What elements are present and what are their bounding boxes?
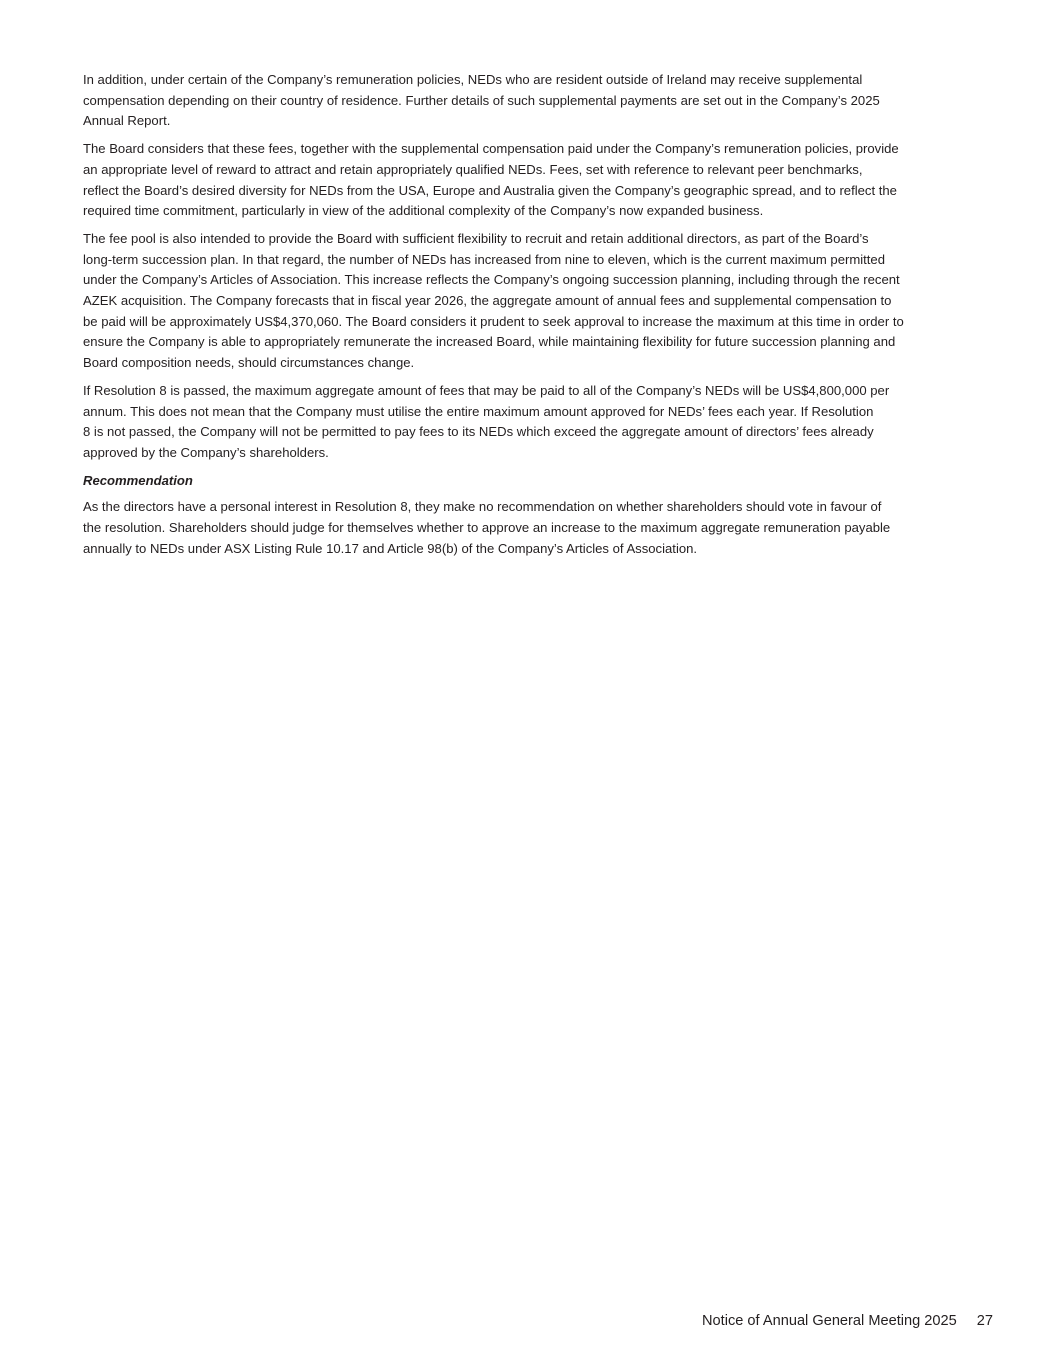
recommendation-heading: Recommendation <box>83 472 193 488</box>
recommendation-text: As the directors have a personal interest in Resolution 8, they make no recommendation on whether shareholders should vote in favour of the resolution. Shareholders should judge for themselves whether to approve an increase to the maximum aggregate remuneration payable annually to NEDs under ASX Listing Rule 10.17 and Article 98(b) of the Company’s Articles of Association. <box>83 499 891 556</box>
document-body <box>83 70 933 566</box>
page-footer <box>702 1311 993 1331</box>
paragraph-supplemental-compensation: In addition, under certain of the Company’s remuneration policies, NEDs who are resident outside of Ireland may receive supplemental compensation depending on their country of residence. Further details of such supplemental payments are set out in the Company’s 2025 Annual Report. <box>83 72 880 129</box>
page-number: 27 <box>976 1313 993 1329</box>
footer-title: Notice of Annual General Meeting 2025 <box>702 1313 957 1329</box>
paragraph-board-considers-fees: The Board considers that these fees, together with the supplemental compensation paid under the Company’s remuneration policies, provide an appropriate level of reward to attract and retain appropriately qualified NEDs. Fees, set with reference to relevant peer benchmarks, reflect the Board’s desired diversity for NEDs from the USA, Europe and Australia given the Company’s geographic spread, and to reflect the required time commitment, particularly in view of the additional complexity of the Company’s now expanded business. <box>83 141 899 219</box>
paragraph-resolution-8-outcome: If Resolution 8 is passed, the maximum aggregate amount of fees that may be paid to all of the Company’s NEDs will be US$4,800,000 per annum. This does not mean that the Company must utilise the entire maximum amount approved for NEDs’ fees each year. If Resolution 8 is not passed, the Company will not be permitted to pay fees to its NEDs which exceed the aggregate amount of directors’ fees already approved by the Company’s shareholders. <box>83 382 890 460</box>
paragraph-fee-pool-flexibility: The fee pool is also intended to provide the Board with sufficient flexibility to recruit and retain additional directors, as part of the Board’s long-term succession plan. In that regard, the number of NEDs has increased from nine to eleven, which is the current maximum permitted under the Company’s Articles of Association. This increase reflects the Company’s ongoing succession planning, including through the recent AZEK acquisition. The Company forecasts that in fiscal year 2026, the aggregate amount of annual fees and supplemental compensation to be paid will be approximately US$4,370,060. The Board considers it prudent to seek approval to increase the maximum at this time in order to ensure the Company is able to appropriately remunerate the increased Board, while maintaining flexibility for future succession planning and Board composition needs, should circumstances change. <box>83 230 904 371</box>
